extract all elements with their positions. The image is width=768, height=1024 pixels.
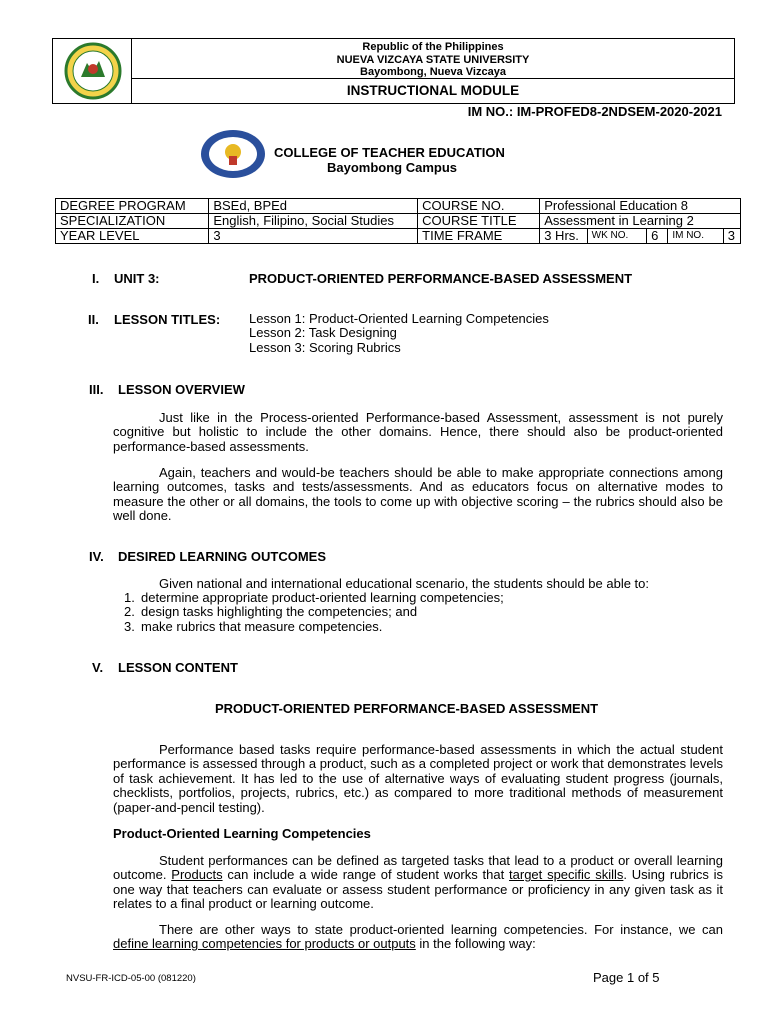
outcomes-intro: Given national and international educational scenario, the students should be able to: [159,576,650,591]
republic-text: Republic of the Philippines [362,41,504,53]
table-cell: 3 [209,229,418,244]
table-cell: COURSE NO. [418,199,540,214]
table-cell: English, Filipino, Social Studies [209,214,418,229]
section-unit-label: UNIT 3: [114,271,160,286]
page-number: Page 1 of 5 [593,970,660,985]
form-code: NVSU-FR-ICD-05-00 (081220) [66,973,196,984]
table-cell: 3 Hrs. [540,229,587,244]
unit-title: PRODUCT-ORIENTED PERFORMANCE-BASED ASSESSMENT [249,271,633,286]
section-outcomes-number: IV. [89,549,104,564]
section-lessons-label: LESSON TITLES: [114,312,221,327]
table-cell: SPECIALIZATION [56,214,209,229]
module-title: INSTRUCTIONAL MODULE [346,83,520,98]
college-campus: Bayombong Campus [327,160,458,175]
college-name: COLLEGE OF TEACHER EDUCATION [274,145,505,160]
subheading: Product-Oriented Learning Competencies [113,826,371,841]
college-seal-icon [198,128,268,180]
im-number: IM NO.: IM-PROFED8-2NDSEM-2020-2021 [467,104,722,119]
list-item: Lesson 3: Scoring Rubrics [249,339,401,355]
table-cell: BSEd, BPEd [209,199,418,214]
table-cell: YEAR LEVEL [56,229,209,244]
section-content-label: LESSON CONTENT [118,660,238,675]
section-overview-number: III. [89,382,104,397]
college-block [274,145,505,175]
overview-paragraph-2: Again, teachers and would-be teachers should be able to make appropriate connections among learning outcomes, tasks and tests/assessments. And as educators focus on alternative modes to measure the other or all domains, the tools to come up with objective scoring – the rubrics should also be well done. [113,465,723,524]
list-item: Lesson 2: Task Designing [249,325,397,341]
list-item: 2. design tasks highlighting the competencies; and [124,604,418,620]
section-unit-number: I. [92,271,100,286]
section-lessons-number: II. [88,312,99,327]
table-cell: 6 [647,229,668,244]
list-item: 3. make rubrics that measure competencies. [124,618,383,634]
document-header [52,38,735,104]
section-outcomes-label: DESIRED LEARNING OUTCOMES [118,549,327,564]
university-seal-icon [53,39,131,103]
table-row [56,199,741,214]
content-paragraph-3: There are other ways to state product-oriented learning competencies. For instance, we can define learning competencies for products or outputs in the following way: [113,922,723,952]
list-item: 1. determine appropriate product-oriented learning competencies; [124,590,504,605]
lesson-titles-list [249,312,549,355]
university-name: NUEVA VIZCAYA STATE UNIVERSITY [336,53,530,66]
table-cell: DEGREE PROGRAM [56,199,209,214]
table-cell: 3 [723,229,740,244]
university-logo-cell [53,39,132,103]
university-info [132,39,734,79]
content-paragraph-1: Performance based tasks require performance-based assessments in which the actual student performance is assessed through a product, such as a completed project or work that demonstrates levels of task achievement. It has led to the use of alternative ways of evaluating student progress (journals, checklists, portfolios, projects, rubrics, etc.) as compared to more traditional methods of measurement (paper-and-pencil testing). [113,742,723,815]
list-item: Lesson 1: Product-Oriented Learning Competencies [249,311,549,326]
overview-paragraph-1: Just like in the Process-oriented Performance-based Assessment, assessment is not purely cognitive but holistic to include the other domains. Hence, there should also be product-oriented performance-based assessments. [113,410,723,454]
table-row [56,214,741,229]
table-cell: Assessment in Learning 2 [540,214,741,229]
section-overview-label: LESSON OVERVIEW [118,382,245,397]
table-cell: Professional Education 8 [540,199,741,214]
content-title: PRODUCT-ORIENTED PERFORMANCE-BASED ASSESSMENT [215,701,599,716]
content-paragraph-2: Student performances can be defined as targeted tasks that lead to a product or overall learning outcome. Products can include a wide range of student works that target specific skills. Using rubrics is one way that teachers can evaluate or assess student performance or proficiency in any given task as it relates to a final product or learning outcome. [113,853,724,912]
table-cell: TIME FRAME [418,229,540,244]
table-cell: COURSE TITLE [418,214,540,229]
table-cell: IM NO. [668,229,723,244]
course-info-table [55,198,741,244]
section-content-number: V. [92,660,104,675]
outcomes-list [124,591,504,634]
table-row [56,229,741,244]
university-location: Bayombong, Nueva Vizcaya [360,66,506,78]
table-cell: WK NO. [587,229,647,244]
